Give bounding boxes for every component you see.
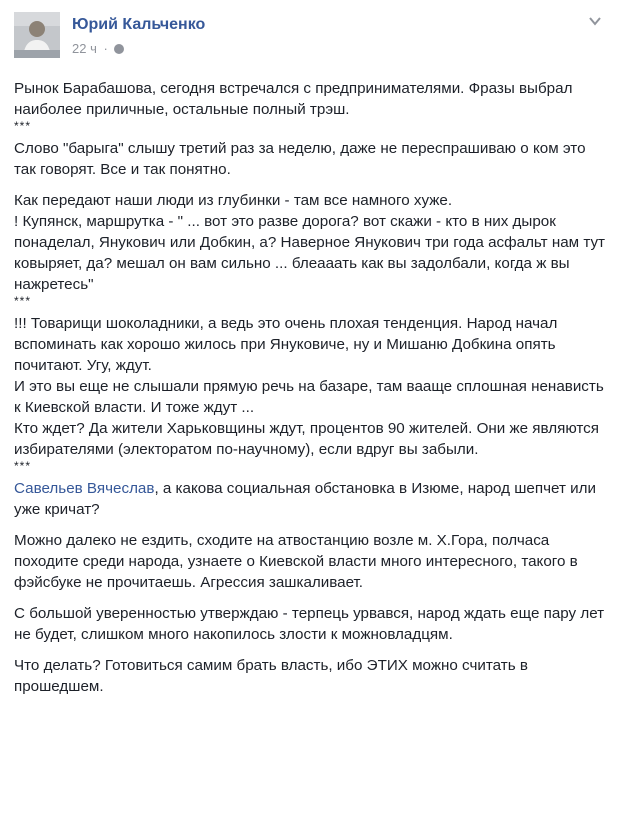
paragraph: ! Купянск, маршрутка - " ... вот это разве дорога? вот скажи - кто в них дырок понаделал, Янукович или Добкин, а? Наверное Янукович три года асфальт нам тут ковыряет, да? мешал он вам сильно ... блеааать как вы задолбали, когда ж вы нажретесь" [14, 213, 605, 293]
post-time[interactable]: 22 ч [72, 41, 97, 56]
chevron-down-icon[interactable] [588, 14, 602, 28]
paragraph: Рынок Барабашова, сегодня встречался с предпринимателями. Фразы выбрал наиболее приличные, остальные полный трэш. [14, 80, 573, 118]
paragraph: Кто ждет? Да жители Харьковщины ждут, процентов 90 жителей. Они же являются избирателями (электоратом по-научному), если вдруг вы забыли. [14, 420, 599, 458]
meta-separator: · [103, 41, 108, 56]
mention-link[interactable]: Савельев Вячеслав [14, 480, 155, 497]
avatar-image [14, 12, 60, 58]
paragraph: Можно далеко не ездить, сходите на атвостанцию возле м. Х.Гора, полчаса походите среди народа, узнаете о Киевской власти много интересного, такого в фэйсбуке не прочитаешь. Агрессия зашкаливает. [14, 532, 578, 591]
paragraph: С большой уверенностью утверждаю - терпець урвався, народ ждать еще пару лет не будет, слишком много накопилось злости к можновладцям. [14, 605, 605, 643]
paragraph: Что делать? Готовиться самим брать власть, ибо ЭТИХ можно считать в прошедшем. [14, 657, 528, 695]
separator-stars: *** [14, 459, 32, 473]
paragraph: Как передают наши люди из глубинки - там все намного хуже. [14, 192, 453, 209]
post-header [14, 12, 606, 64]
author-avatar[interactable] [14, 12, 60, 58]
separator-stars: *** [14, 294, 32, 308]
post-content [14, 78, 610, 707]
post-meta [72, 41, 124, 56]
paragraph: И это вы еще не слышали прямую речь на базаре, там вааще сплошная ненависть к Киевской власти. И тоже ждут ... [14, 378, 604, 416]
globe-icon [114, 44, 124, 54]
separator-stars: *** [14, 119, 32, 133]
author-name[interactable]: Юрий Кальченко [72, 16, 206, 33]
paragraph: !!! Товарищи шоколадники, а ведь это очень плохая тенденция. Народ начал вспоминать как хорошо жилось при Януковиче, ну и Мишаню Добкина опять почитают. Угу, ждут. [14, 315, 558, 374]
mention-paragraph [14, 478, 610, 520]
paragraph: Слово "барыга" слышу третий раз за неделю, даже не переспрашиваю о ком это так говорят. Все и так понятно. [14, 140, 586, 178]
mention-text: , а какова социальная обстановка в Изюме, народ шепчет или уже кричат? [14, 480, 596, 518]
